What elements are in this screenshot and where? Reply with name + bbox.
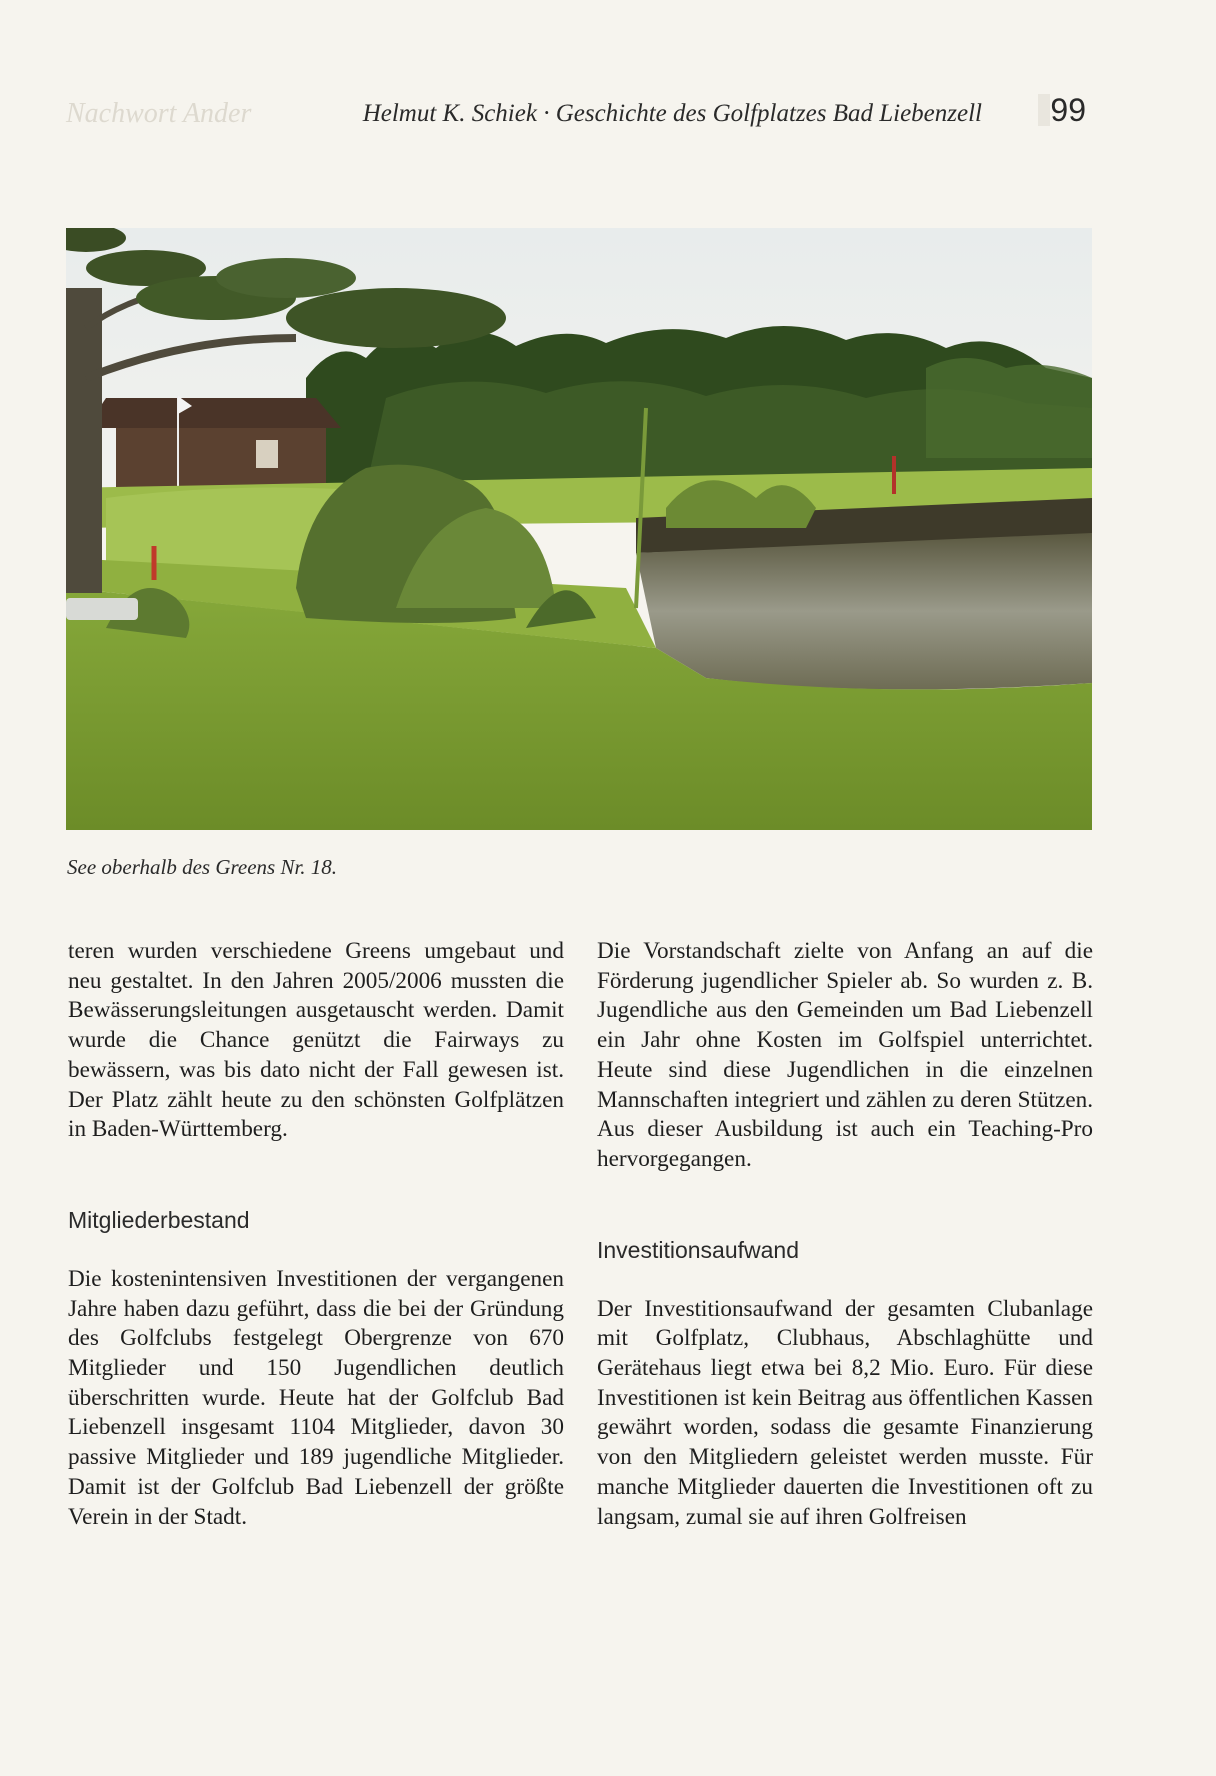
left-paragraph-2: Die kostenintensiven Investitionen der vergangenen Jahre haben dazu geführt, dass die bei der Gründung des Golfclubs festgelegt Obergrenze von 670 Mitglieder und 150 Jugendlichen deutlich überschritten wurde. Heute hat der Golfclub Bad Liebenzell insgesamt 1104 Mitglieder, davon 30 passive Mitglieder und 189 jugendliche Mitglieder. Damit ist der Golfclub Bad Liebenzell der größte Verein in der Stadt. [68,1265,564,1530]
right-column [597,937,1093,1532]
left-column [68,937,564,1532]
page-header [66,90,1090,134]
right-paragraph-1: Die Vorstandschaft zielte von Anfang an auf die Förderung jugendlicher Spieler ab. So wurden z. B. Jugendliche aus den Gemeinden um Bad Liebenzell ein Jahr ohne Kosten im Golfspiel unterrichtet. Heute sind diese Jugendlichen in die einzelnen Mannschaften integriert und zählen zu deren Stützen. Aus dieser Ausbildung ist auch ein Teaching-Pro hervorgegangen. [597,938,1093,1172]
right-paragraph-2: Der Investitionsaufwand der gesamten Clubanlage mit Golfplatz, Clubhaus, Abschlaghütte und Gerätehaus liegt etwa bei 8,2 Mio. Euro. Für diese Investitionen ist kein Beitrag aus öffentlichen Kassen gewährt worden, sodass die gesamte Finanzierung von den Mitgliedern geleistet werden musste. Für manche Mitglieder dauerten die Investitionen oft zu langsam, zumal sie auf ihren Golfreisen [597,1295,1093,1530]
figure-caption: See oberhalb des Greens Nr. 18. [67,855,338,879]
heading-investitionsaufwand: Investitionsaufwand [597,1236,800,1263]
header-tab-mark [1038,94,1050,126]
running-title: Helmut K. Schiek · Geschichte des Golfplatzes Bad Liebenzell [362,100,982,127]
page-number: 99 [1050,92,1086,128]
left-paragraph-1: teren wurden verschiedene Greens umgebaut und neu gestaltet. In den Jahren 2005/2006 mussten die Bewässerungsleitungen ausgetauscht werden. Damit wurde die Chance genützt die Fairways zu bewässern, was bis dato nicht der Fall gewesen ist. Der Platz zählt heute zu den schönsten Golfplätzen in Baden-Württemberg. [68,938,564,1143]
golf-course-photo [66,228,1092,830]
heading-mitgliederbestand: Mitgliederbestand [68,1206,250,1233]
header-faded-text: Nachwort Ander [66,98,252,129]
